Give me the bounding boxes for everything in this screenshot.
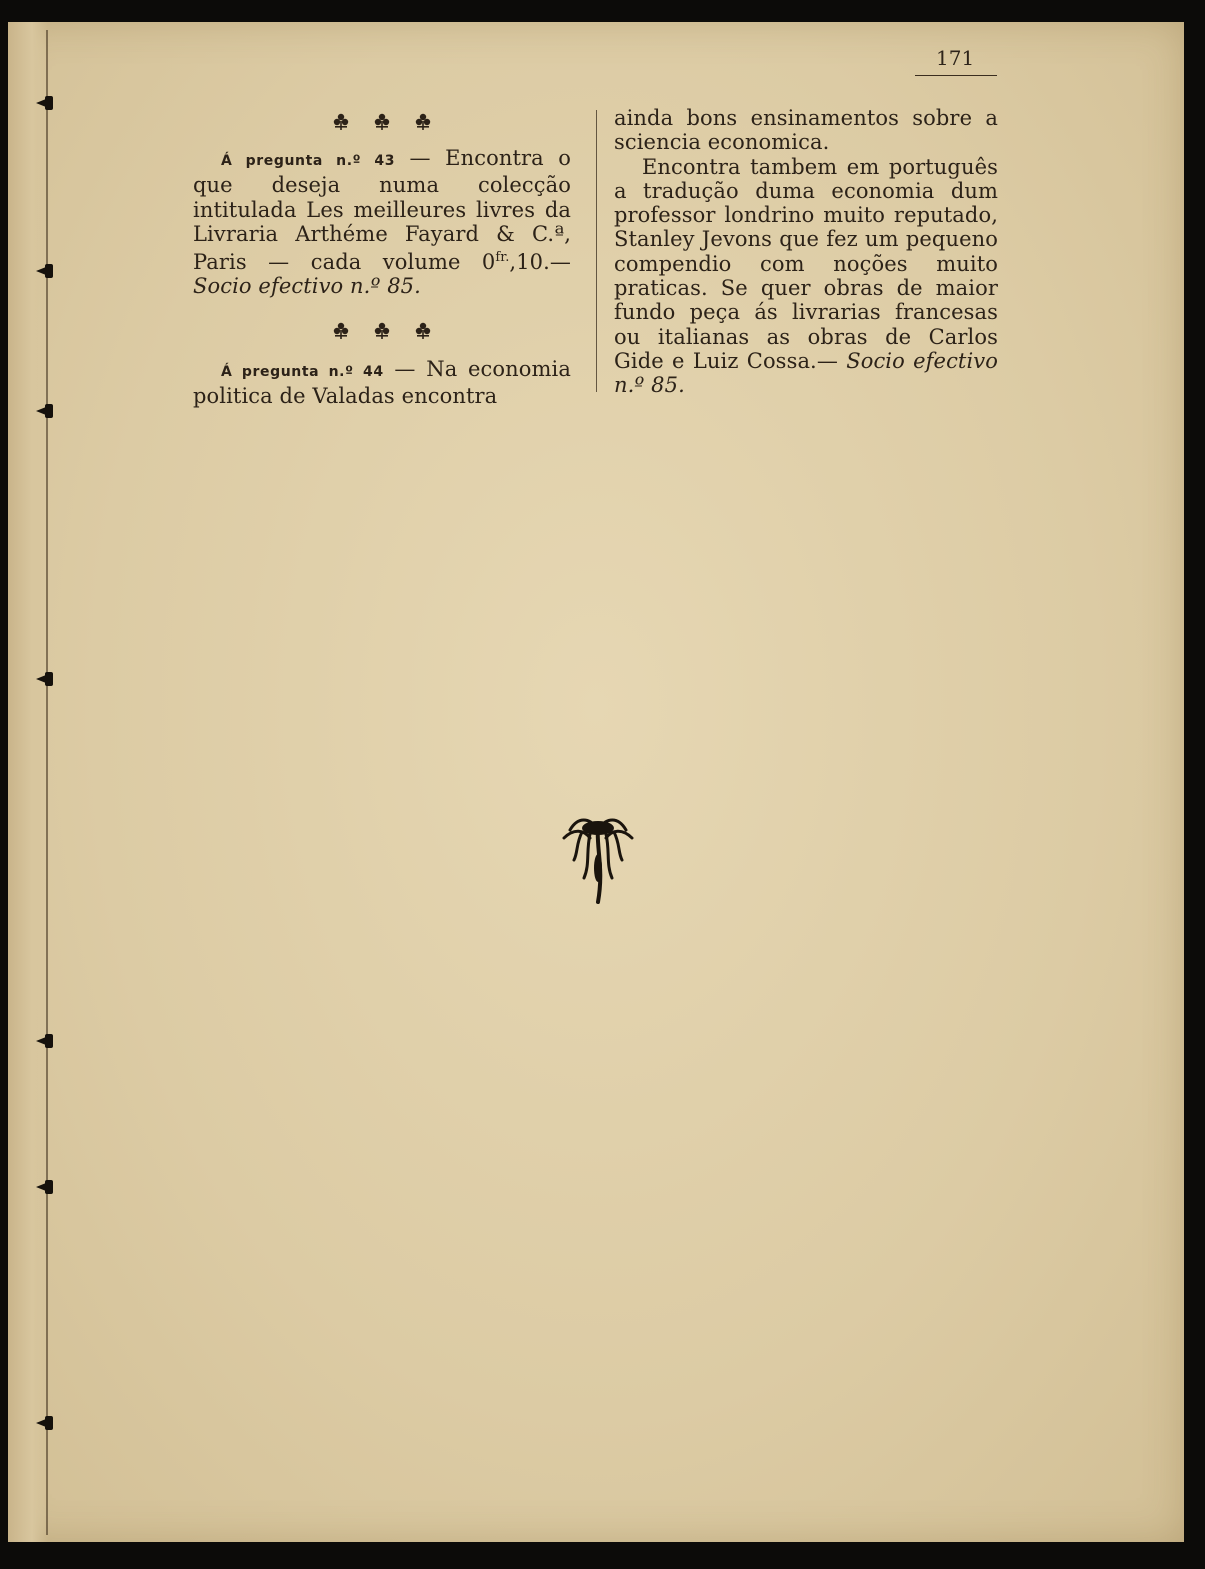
binding-stitch-icon: [36, 1180, 58, 1194]
continued-text: ainda bons ensinamentos sobre a sciencia economica.: [614, 106, 998, 155]
floral-tailpiece-icon: [560, 808, 636, 908]
left-column: [193, 146, 571, 408]
answer-entry-43: [193, 146, 571, 299]
em-dash: —: [395, 146, 446, 170]
signature: Socio efectivo n.º 85.: [193, 274, 421, 299]
paragraph-body: Encontra tambem em português a tradução duma economia dum professor londrino muito reputado, Stanley Jevons que fez um pequeno compendio com noções muito praticas. Se quer obras de maior fundo peça ás livrarias francesas ou italianas as obras de Carlos Gide e Luiz Cossa.—: [614, 154, 998, 373]
binding-stitch-icon: [36, 672, 58, 686]
superscript-unit: fr.: [495, 250, 510, 266]
right-column: [614, 106, 998, 398]
section-separator: [193, 313, 571, 345]
entry-body: Encontra o que deseja numa colecção intitulada Les meilleures livres da Livraria Arthéme Fayard & C.ª, Paris — cada volume 0: [193, 146, 571, 275]
binding-stitch-icon: [36, 96, 58, 110]
binding-stitch-icon: [36, 1034, 58, 1048]
signature: Socio efectivo n.º 85.: [614, 348, 998, 398]
em-dash: —: [383, 356, 427, 381]
binding-spine-line: [46, 30, 48, 1535]
page-number-rule: [915, 75, 997, 76]
trefoil-asterism-icon: [327, 319, 437, 341]
entry-body: Na economia politica de Valadas encontra: [193, 356, 571, 409]
page-gutter: [8, 22, 48, 1542]
trefoil-asterism-icon: [327, 110, 437, 132]
column-divider: [596, 110, 597, 392]
binding-stitch-icon: [36, 1416, 58, 1430]
entry-heading: Á pregunta n.º 44: [221, 363, 384, 380]
section-separator: [193, 104, 571, 136]
binding-stitch-icon: [36, 264, 58, 278]
answer-paragraph: [614, 155, 998, 398]
answer-entry-44: [193, 357, 571, 409]
binding-stitch-icon: [36, 404, 58, 418]
entry-heading: Á pregunta n.º 43: [221, 153, 396, 169]
entry-body-end: ,10.—: [509, 250, 571, 275]
page-number: 171: [936, 46, 975, 70]
